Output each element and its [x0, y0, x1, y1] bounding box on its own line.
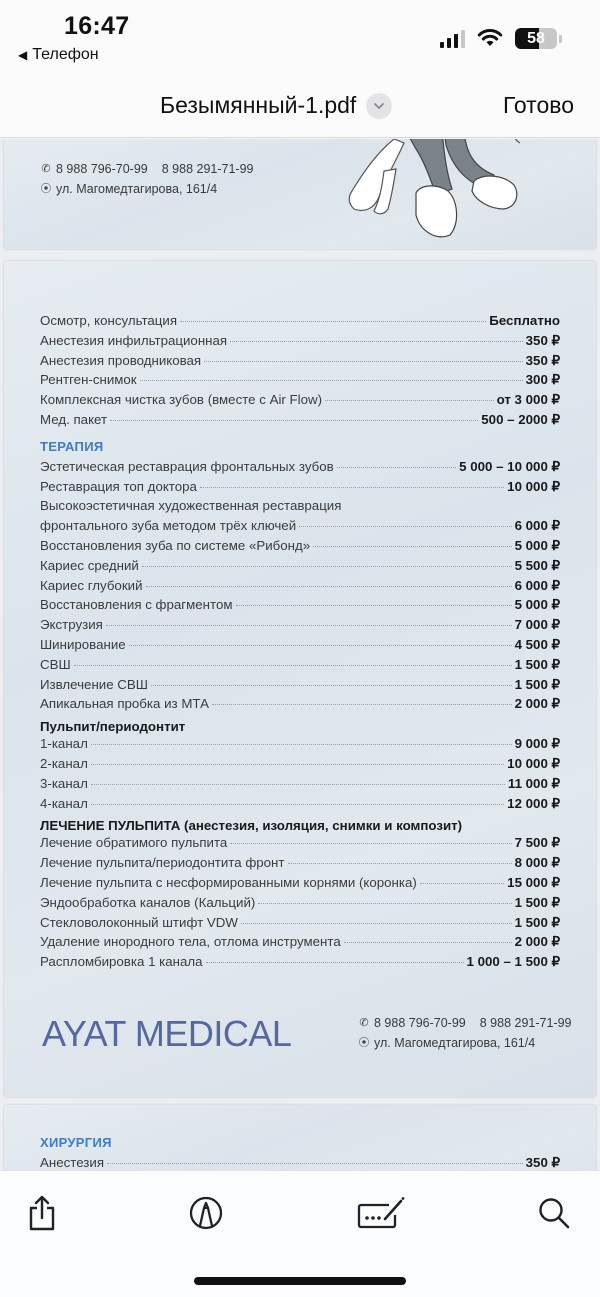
service-name: Эндообработка каналов (Кальций) — [40, 894, 256, 910]
dot-leader — [299, 526, 511, 527]
document-title-menu[interactable] — [160, 92, 392, 119]
document-title: Безымянный-1.pdf — [160, 92, 357, 118]
price-list-item — [40, 333, 560, 353]
status-time: 16:47 — [64, 12, 130, 40]
signature-field-icon — [355, 1195, 409, 1231]
search-button[interactable] — [534, 1193, 574, 1233]
cartoon-bunny-illustration — [324, 139, 544, 241]
price-list-item — [40, 934, 560, 954]
section-heading-therapy: ТЕРАПИЯ — [40, 438, 104, 454]
phone-number-2: 8 988 291-71-99 — [161, 162, 254, 176]
battery-percent: 58 — [527, 29, 545, 47]
therapy-services-list — [40, 459, 560, 716]
subsection-heading-pulpitis: Пульпит/периодонтит — [40, 718, 186, 734]
service-price: 5 000 – 10 000 ₽ — [459, 458, 560, 474]
back-app-label: Телефон — [32, 46, 99, 63]
service-name: Рентген-снимок — [40, 372, 137, 388]
dot-leader — [344, 942, 512, 943]
brand-logo-text: AYAT MEDICAL — [42, 1013, 292, 1054]
back-to-app-button[interactable] — [18, 46, 99, 64]
pulpitis-canal-list — [40, 736, 560, 815]
dot-leader — [230, 341, 523, 342]
service-price: 6 000 ₽ — [514, 577, 560, 593]
service-name: Анестезия инфильтрационная — [40, 332, 228, 348]
service-price: 12 000 ₽ — [507, 795, 560, 811]
dot-leader — [420, 883, 504, 884]
cellular-signal-icon — [440, 30, 465, 48]
system-icons — [440, 28, 562, 49]
phone-number-2: 8 988 291-71-99 — [479, 1016, 572, 1030]
price-list-item — [40, 696, 560, 716]
service-name: Анестезия — [40, 1155, 105, 1170]
service-name: Удаление инородного тела, отлома инструмента — [40, 934, 341, 950]
pdf-page-3 — [4, 1105, 596, 1170]
service-price: 2 000 ₽ — [514, 934, 560, 950]
price-list-item — [40, 677, 560, 697]
section-heading-pulpitis-treatment: ЛЕЧЕНИЕ ПУЛЬПИТА (анестезия, изоляция, снимки и композит) — [40, 817, 463, 833]
service-name: Комплексная чистка зубов (вместе с Air Flow) — [40, 392, 323, 408]
service-name: Мед. пакет — [40, 411, 108, 427]
price-list-item — [40, 776, 560, 796]
dot-leader — [74, 665, 512, 666]
price-list-item — [40, 578, 560, 598]
dot-leader — [180, 321, 486, 322]
service-price: 5 000 ₽ — [514, 597, 560, 613]
chevron-down-icon[interactable] — [366, 93, 392, 119]
price-list-item — [40, 518, 560, 538]
service-price: 350 ₽ — [525, 1155, 560, 1170]
surgery-services-list — [40, 1155, 560, 1170]
home-indicator[interactable] — [194, 1277, 406, 1285]
location-pin-icon: ⦿ — [40, 183, 52, 195]
price-list-item — [40, 855, 560, 875]
price-list-item — [40, 392, 560, 412]
service-name: 3-канал — [40, 775, 88, 791]
service-name: Кариес средний — [40, 557, 139, 573]
search-icon — [537, 1196, 571, 1230]
price-list-item — [40, 875, 560, 895]
price-list-item — [40, 915, 560, 935]
price-list-item — [40, 313, 560, 333]
dot-leader — [288, 863, 512, 864]
back-triangle-icon: ◀ — [18, 48, 28, 62]
price-list-item — [40, 558, 560, 578]
service-name: СВШ — [40, 656, 71, 672]
service-price: 2 000 ₽ — [514, 696, 560, 712]
service-price: 500 – 2000 ₽ — [481, 411, 560, 427]
dot-leader — [140, 380, 523, 381]
price-list-item — [40, 372, 560, 392]
dot-leader — [212, 704, 512, 705]
dot-leader — [236, 605, 512, 606]
service-name: Экструзия — [40, 617, 103, 633]
dot-leader — [91, 744, 512, 745]
pdf-page-2 — [4, 261, 596, 1097]
dot-leader — [91, 784, 505, 785]
service-price: 11 000 ₽ — [507, 775, 560, 791]
share-icon — [26, 1194, 58, 1232]
nav-bar — [0, 72, 600, 138]
service-price: 350 ₽ — [525, 352, 560, 368]
price-list-item — [40, 498, 560, 518]
price-list-item — [40, 835, 560, 855]
service-price: 1 000 – 1 500 ₽ — [466, 954, 560, 970]
service-price: 10 000 ₽ — [507, 478, 560, 494]
price-list-item — [40, 459, 560, 479]
dot-leader — [146, 586, 512, 587]
price-list-item — [40, 617, 560, 637]
price-list-item — [40, 954, 560, 974]
price-list-item — [40, 479, 560, 499]
service-price: 1 500 ₽ — [514, 656, 560, 672]
general-services-list — [40, 313, 560, 432]
service-name: 2-канал — [40, 755, 88, 771]
location-pin-icon: ⦿ — [358, 1037, 370, 1049]
service-price: 10 000 ₽ — [507, 755, 560, 771]
dot-leader — [106, 625, 512, 626]
service-name: Апикальная пробка из МТА — [40, 696, 209, 712]
fill-and-sign-button[interactable] — [354, 1193, 410, 1233]
service-name: Распломбировка 1 канала — [40, 954, 203, 970]
service-price: 7 500 ₽ — [514, 835, 560, 851]
service-price: 5 000 ₽ — [514, 537, 560, 553]
phone-icon: ✆ — [41, 163, 51, 175]
dot-leader — [204, 361, 523, 362]
price-list-item — [40, 412, 560, 432]
price-list-item — [40, 756, 560, 776]
service-price: 4 500 ₽ — [514, 636, 560, 652]
price-list-item — [40, 353, 560, 373]
price-list — [40, 313, 560, 974]
service-name: Восстановления с фрагментом — [40, 597, 233, 613]
service-name: Лечение обратимого пульпита — [40, 835, 228, 851]
price-list-item — [40, 736, 560, 756]
service-name: Осмотр, консультация — [40, 313, 178, 328]
service-name: Эстетическая реставрация фронтальных зубов — [40, 458, 334, 474]
bottom-toolbar — [0, 1170, 600, 1297]
service-name: Высокоэстетичная художественная реставрация — [40, 498, 342, 514]
service-name: Анестезия проводниковая — [40, 352, 202, 368]
dot-leader — [200, 487, 504, 488]
price-list-item — [40, 637, 560, 657]
service-name: Кариес глубокий — [40, 577, 143, 593]
done-button[interactable]: Готово — [502, 92, 574, 118]
dot-leader — [151, 685, 512, 686]
service-price: 9 000 ₽ — [514, 736, 560, 752]
phone-icon: ✆ — [359, 1017, 369, 1029]
service-price: 8 000 ₽ — [514, 855, 560, 871]
dot-leader — [325, 400, 494, 401]
service-price: 300 ₽ — [525, 372, 560, 388]
service-price: 5 500 ₽ — [514, 557, 560, 573]
dot-leader — [91, 804, 504, 805]
dot-leader — [258, 903, 511, 904]
markup-pen-icon — [188, 1195, 224, 1231]
service-price: Бесплатно — [489, 313, 560, 328]
service-name: Извлечение СВШ — [40, 676, 148, 692]
price-list-item — [40, 657, 560, 677]
price-list-item — [40, 796, 560, 816]
dot-leader — [313, 546, 511, 547]
service-price: 1 500 ₽ — [514, 914, 560, 930]
service-price: от 3 000 ₽ — [496, 392, 560, 408]
service-price: 350 ₽ — [525, 332, 560, 348]
service-name: Лечение пульпита/периодонтита фронт — [40, 855, 285, 871]
service-name: 1-канал — [40, 736, 88, 752]
dot-leader — [337, 467, 456, 468]
service-price: 7 000 ₽ — [514, 617, 560, 633]
phone-number-1: 8 988 796-70-99 — [56, 162, 148, 176]
dot-leader — [142, 566, 512, 567]
dot-leader — [129, 645, 512, 646]
pulpitis-treatment-list — [40, 835, 560, 974]
dot-leader — [91, 764, 504, 765]
dot-leader — [241, 923, 512, 924]
wifi-icon — [477, 29, 503, 48]
service-name: фронтального зуба методом трёх ключей — [40, 518, 297, 534]
service-name: Лечение пульпита с несформированными корнями (коронка) — [40, 874, 417, 890]
dot-leader — [107, 1163, 523, 1164]
section-heading-surgery: ХИРУРГИЯ — [40, 1135, 112, 1150]
price-list-item — [40, 597, 560, 617]
service-name: Восстановления зуба по системе «Рибонд» — [40, 537, 311, 553]
status-bar — [0, 0, 600, 72]
phone-number-1: 8 988 796-70-99 — [374, 1016, 466, 1030]
dot-leader — [110, 420, 478, 421]
service-price: 1 500 ₽ — [514, 676, 560, 692]
price-list-item — [40, 1155, 560, 1170]
service-name: Стекловолоконный штифт VDW — [40, 914, 238, 930]
dot-leader — [230, 843, 511, 844]
share-button[interactable] — [22, 1193, 62, 1233]
service-name: 4-канал — [40, 795, 88, 811]
pdf-page-1 — [4, 139, 596, 249]
markup-button[interactable] — [186, 1193, 226, 1233]
price-list-item — [40, 538, 560, 558]
service-name: Реставрация топ доктора — [40, 478, 197, 494]
pdf-viewport[interactable] — [0, 139, 600, 1170]
price-list-item — [40, 895, 560, 915]
service-price: 15 000 ₽ — [507, 874, 560, 890]
clinic-address: ул. Магомедтагирова, 161/4 — [56, 182, 218, 196]
dot-leader — [206, 962, 464, 963]
service-price: 6 000 ₽ — [514, 518, 560, 534]
battery-icon — [515, 28, 557, 49]
service-name: Шинирование — [40, 636, 126, 652]
footer-contacts — [358, 1013, 572, 1053]
clinic-address: ул. Магомедтагирова, 161/4 — [374, 1036, 536, 1050]
service-price: 1 500 ₽ — [514, 894, 560, 910]
clinic-contacts — [40, 159, 254, 199]
